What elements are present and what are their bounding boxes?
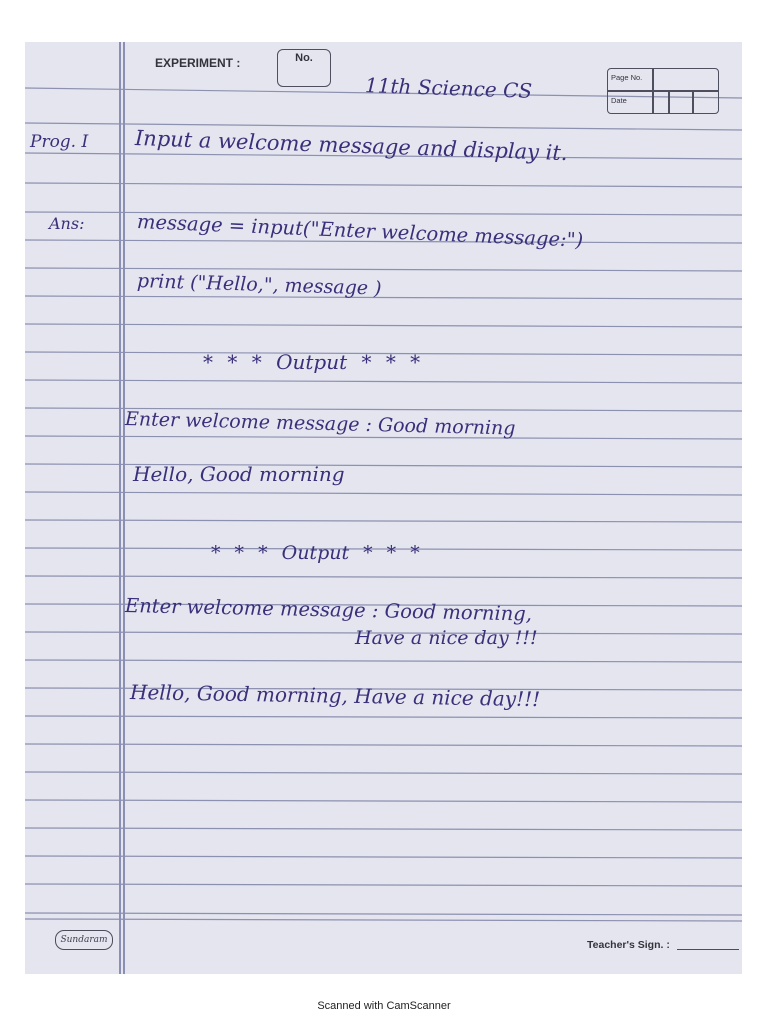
code-line-print: print ("Hello,", message ) [136, 270, 382, 300]
class-title: 11th Science CS [364, 73, 533, 103]
page-date-box [607, 68, 719, 114]
experiment-number-box [277, 49, 331, 87]
code-line-input: message = input("Enter welcome message:") [136, 210, 584, 252]
number-label: No. [295, 52, 313, 64]
output-2-line-2: Have a nice day !!! [355, 627, 538, 649]
program-label: Prog. I [30, 132, 89, 152]
question-line: Input a welcome message and display it. [134, 126, 568, 166]
output-1-line-1: Enter welcome message : Good morning [124, 408, 516, 440]
ruled-lines [25, 42, 742, 974]
scanner-watermark-text: Scanned with CamScanner [317, 1000, 451, 1012]
margin-line-inner [123, 42, 125, 974]
teacher-sign-line [677, 949, 739, 950]
sundaram-logo: Sundaram [55, 930, 113, 950]
output-1-line-2: Hello, Good morning [133, 462, 345, 486]
experiment-label: EXPERIMENT : [155, 56, 241, 70]
output-2-line-1: Enter welcome message : Good morning, [124, 594, 533, 626]
notebook-page [25, 42, 742, 974]
output-2-line-3: Hello, Good morning, Have a nice day!!! [129, 680, 541, 712]
teacher-sign-label: Teacher's Sign. : [587, 939, 670, 951]
margin-line [119, 42, 121, 974]
date-label: Date [611, 96, 627, 105]
output-heading-2: * * * Output * * * [211, 542, 420, 564]
page-no-label: Page No. [611, 73, 643, 82]
answer-label: Ans: [49, 214, 85, 233]
output-heading-1: * * * Output * * * [203, 350, 421, 374]
